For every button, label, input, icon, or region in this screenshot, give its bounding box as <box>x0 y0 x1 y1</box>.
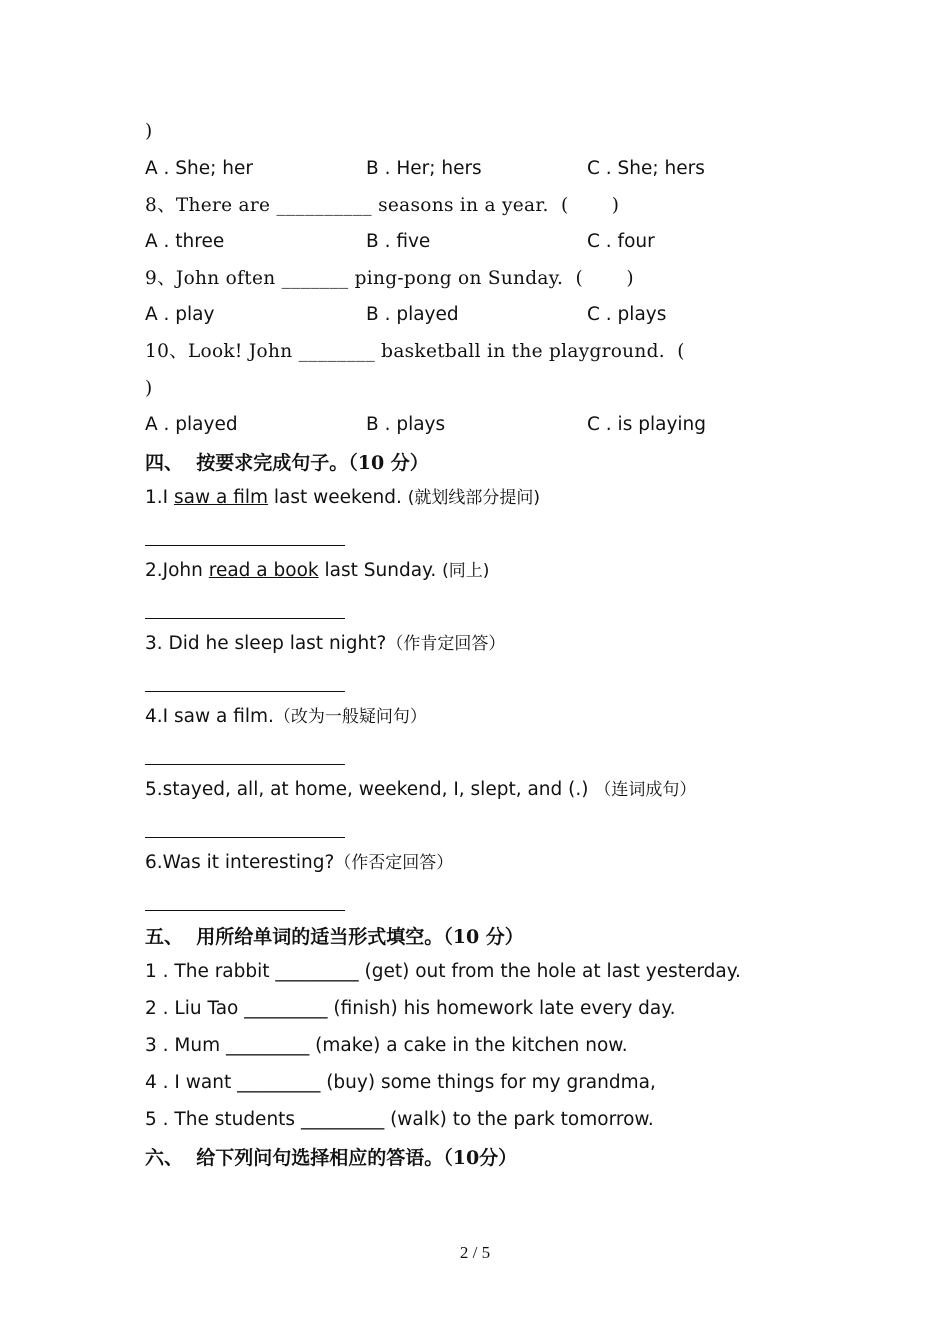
q10-option-a: A . played <box>145 414 238 435</box>
s5-item-4: 4 . I want _________ (buy) some things for my grandma, <box>145 1072 656 1093</box>
s4-item-3 <box>145 632 505 656</box>
s4-answer-line-5[interactable] <box>145 837 345 838</box>
q8-options <box>145 230 845 254</box>
q9-options <box>145 303 845 327</box>
q10-option-c: C . is playing <box>587 414 706 435</box>
q8-option-c: C . four <box>587 231 655 252</box>
s4-item-5-note: （连词成句） <box>594 780 697 800</box>
s5-item-2: 2 . Liu Tao _________ (finish) his homework late every day. <box>145 998 676 1019</box>
q7-option-a: A . She; her <box>145 158 253 179</box>
s4-item-1-note: (就划线部分提问) <box>407 488 540 508</box>
s4-item-4 <box>145 705 427 729</box>
q7-paren-close: ) <box>145 121 153 142</box>
s4-item-3-text: 3. Did he sleep last night? <box>145 633 387 654</box>
q10-options <box>145 413 845 437</box>
s4-item-5-text: 5.stayed, all, at home, weekend, I, slept, and (.) <box>145 779 595 800</box>
s4-item-1-underlined: saw a film <box>174 487 269 508</box>
s4-item-4-note: （改为一般疑问句） <box>273 707 427 727</box>
s4-item-2-pre: 2.John <box>145 560 209 581</box>
s5-item-5: 5 . The students _________ (walk) to the park tomorrow. <box>145 1109 654 1130</box>
q9-option-c: C . plays <box>587 304 667 325</box>
q8-option-b: B . five <box>366 231 431 252</box>
s4-item-6-note: （作否定回答） <box>334 853 454 873</box>
page-number: 2 / 5 <box>459 1243 491 1262</box>
s4-item-6-text: 6.Was it interesting? <box>145 852 335 873</box>
q8-option-a: A . three <box>145 231 225 252</box>
q10-paren-close: ) <box>145 378 153 399</box>
q9-text: 9、John often _______ ping-pong on Sunday. ( ) <box>145 268 634 289</box>
s5-item-1: 1 . The rabbit _________ (get) out from the hole at last yesterday. <box>145 961 741 982</box>
s4-item-6 <box>145 851 453 875</box>
s4-item-4-text: 4.I saw a film. <box>145 706 274 727</box>
q7-options <box>145 157 845 181</box>
s4-answer-line-2[interactable] <box>145 618 345 619</box>
section4-title: 四、 按要求完成句子。（10 分） <box>145 452 429 474</box>
s4-item-2 <box>145 559 489 583</box>
s4-answer-line-1[interactable] <box>145 545 345 546</box>
q9-option-a: A . play <box>145 304 215 325</box>
s4-item-2-underlined: read a book <box>208 560 319 581</box>
s4-answer-line-4[interactable] <box>145 764 345 765</box>
s4-answer-line-3[interactable] <box>145 691 345 692</box>
q7-option-c: C . She; hers <box>587 158 705 179</box>
q7-option-b: B . Her; hers <box>366 158 482 179</box>
q10-option-b: B . plays <box>366 414 446 435</box>
section6-title: 六、 给下列问句选择相应的答语。（10分） <box>145 1147 518 1169</box>
s4-item-2-post: last Sunday. <box>318 560 443 581</box>
s5-item-3: 3 . Mum _________ (make) a cake in the kitchen now. <box>145 1035 628 1056</box>
s4-item-3-note: （作肯定回答） <box>386 634 506 654</box>
s4-item-1-post: last weekend. <box>268 487 408 508</box>
s4-answer-line-6[interactable] <box>145 910 345 911</box>
s4-item-2-note: (同上) <box>442 561 490 581</box>
s4-item-1-pre: 1.I <box>145 487 174 508</box>
q10-text: 10、Look! John ________ basketball in the playground. ( <box>145 341 685 362</box>
q8-text: 8、There are __________ seasons in a year. ( ) <box>145 195 620 216</box>
q9-option-b: B . played <box>366 304 459 325</box>
s4-item-5 <box>145 778 696 802</box>
section5-title: 五、 用所给单词的适当形式填空。（10 分） <box>145 926 524 948</box>
s4-item-1 <box>145 486 540 510</box>
